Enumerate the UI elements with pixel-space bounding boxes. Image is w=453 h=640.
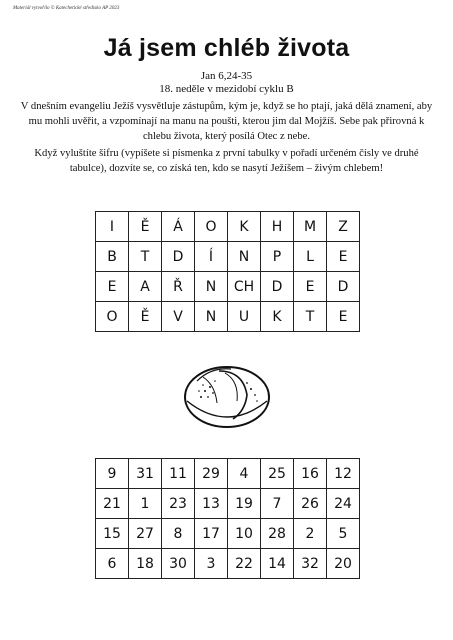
letter-cell: Í bbox=[195, 242, 228, 272]
number-cell: 12 bbox=[327, 459, 360, 489]
number-row bbox=[96, 519, 360, 549]
number-cell: 24 bbox=[327, 489, 360, 519]
letter-cell: A bbox=[129, 272, 162, 302]
bible-reference: Jan 6,24-35 bbox=[200, 70, 253, 82]
letter-cell: E bbox=[327, 242, 360, 272]
letter-cell: Ř bbox=[162, 272, 195, 302]
number-cell: 26 bbox=[294, 489, 327, 519]
number-cell: 2 bbox=[294, 519, 327, 549]
letter-row bbox=[96, 272, 360, 302]
liturgical-date: 18. neděle v mezidobí cyklu B bbox=[159, 83, 294, 95]
number-cell: 3 bbox=[195, 549, 228, 579]
letter-cell: H bbox=[261, 212, 294, 242]
letter-cell: CH bbox=[228, 272, 261, 302]
letter-cell: N bbox=[228, 242, 261, 272]
number-cell: 21 bbox=[96, 489, 129, 519]
letter-cell: P bbox=[261, 242, 294, 272]
number-cell: 18 bbox=[129, 549, 162, 579]
letter-cell: Z bbox=[327, 212, 360, 242]
bread-loaf-icon bbox=[181, 361, 273, 431]
letter-cell: M bbox=[294, 212, 327, 242]
number-cell: 7 bbox=[261, 489, 294, 519]
letter-cell: D bbox=[162, 242, 195, 272]
number-cell: 8 bbox=[162, 519, 195, 549]
number-cell: 30 bbox=[162, 549, 195, 579]
number-cell: 1 bbox=[129, 489, 162, 519]
instructions-paragraph: Když vyluštíte šifru (vypíšete si písmenka z první tabulky v pořadí určeném čísly ve druhé tabulce), dozvíte se, co získá ten, kdo se nasytí Ježíšem – živým chlebem! bbox=[34, 148, 419, 174]
number-cell: 17 bbox=[195, 519, 228, 549]
copyright-note: Materiál vytvořilo © Katechetické středisko AP 2023 bbox=[13, 6, 120, 11]
letter-cell: O bbox=[195, 212, 228, 242]
number-cell: 15 bbox=[96, 519, 129, 549]
number-cell: 25 bbox=[261, 459, 294, 489]
number-cell: 9 bbox=[96, 459, 129, 489]
letter-cell: Á bbox=[162, 212, 195, 242]
intro-paragraph: V dnešním evangeliu Ježíš vysvětluje zástupům, kým je, když se ho ptají, jaká dělá znamení, aby mu mohli uvěřit, a vzpomínají na manu na poušti, kterou jim dal Mojžíš. Sebe pak přirovná k chlebu života, který posílá Otec z nebe. bbox=[20, 101, 433, 142]
letter-cell: E bbox=[327, 302, 360, 332]
letter-row bbox=[96, 302, 360, 332]
letter-cell: L bbox=[294, 242, 327, 272]
letter-cell: Ě bbox=[129, 302, 162, 332]
number-cell: 31 bbox=[129, 459, 162, 489]
number-row bbox=[96, 489, 360, 519]
letter-cell: N bbox=[195, 272, 228, 302]
letter-row bbox=[96, 242, 360, 272]
letter-cell: K bbox=[228, 212, 261, 242]
number-cell: 20 bbox=[327, 549, 360, 579]
letter-cell: V bbox=[162, 302, 195, 332]
letter-row bbox=[96, 212, 360, 242]
number-cell: 27 bbox=[129, 519, 162, 549]
number-cell: 23 bbox=[162, 489, 195, 519]
number-cell: 6 bbox=[96, 549, 129, 579]
letter-cell: D bbox=[261, 272, 294, 302]
number-cell: 5 bbox=[327, 519, 360, 549]
number-cell: 28 bbox=[261, 519, 294, 549]
number-cell: 10 bbox=[228, 519, 261, 549]
letter-cell: T bbox=[294, 302, 327, 332]
number-cell: 22 bbox=[228, 549, 261, 579]
number-cell: 16 bbox=[294, 459, 327, 489]
number-row bbox=[96, 549, 360, 579]
number-cell: 11 bbox=[162, 459, 195, 489]
letter-cell: E bbox=[96, 272, 129, 302]
number-cell: 32 bbox=[294, 549, 327, 579]
letter-cell: B bbox=[96, 242, 129, 272]
letters-table bbox=[95, 211, 360, 332]
letter-cell: U bbox=[228, 302, 261, 332]
letter-cell: Ě bbox=[129, 212, 162, 242]
letter-cell: D bbox=[327, 272, 360, 302]
letter-cell: O bbox=[96, 302, 129, 332]
numbers-table bbox=[95, 458, 360, 579]
number-cell: 4 bbox=[228, 459, 261, 489]
page-title: Já jsem chléb života bbox=[103, 34, 350, 62]
number-cell: 13 bbox=[195, 489, 228, 519]
letter-cell: I bbox=[96, 212, 129, 242]
letter-cell: N bbox=[195, 302, 228, 332]
number-cell: 14 bbox=[261, 549, 294, 579]
number-cell: 29 bbox=[195, 459, 228, 489]
number-cell: 19 bbox=[228, 489, 261, 519]
letter-cell: T bbox=[129, 242, 162, 272]
number-row bbox=[96, 459, 360, 489]
letter-cell: K bbox=[261, 302, 294, 332]
letter-cell: E bbox=[294, 272, 327, 302]
